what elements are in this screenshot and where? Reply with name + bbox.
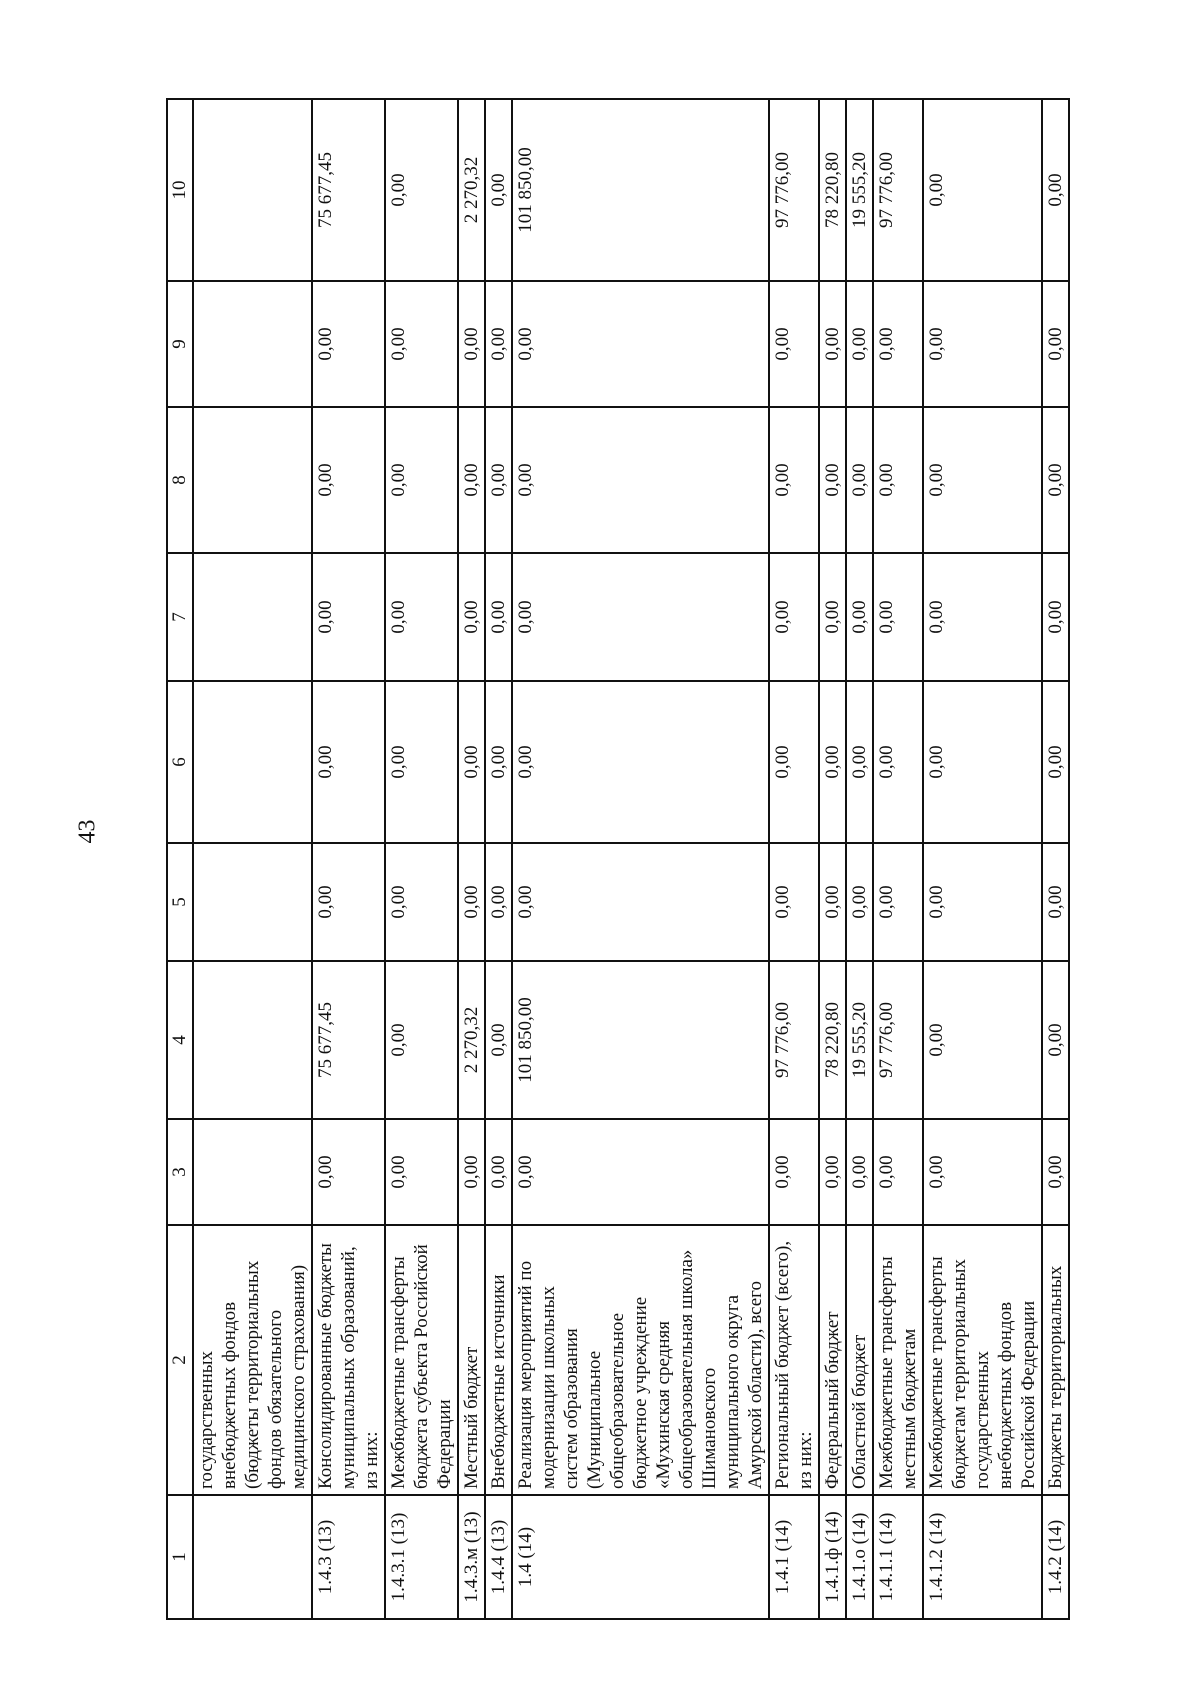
value-cell: 0,00	[312, 553, 385, 681]
value-cell: 0,00	[1042, 281, 1069, 407]
value-cell	[193, 99, 312, 281]
value-cell: 0,00	[923, 1119, 1042, 1225]
value-cell: 0,00	[819, 843, 846, 961]
value-cell: 0,00	[923, 553, 1042, 681]
value-cell: 0,00	[846, 1119, 873, 1225]
column-header: 8	[167, 407, 193, 553]
row-code-cell: 1.4.1.2 (14)	[923, 1495, 1042, 1619]
table-row	[769, 99, 819, 1619]
value-cell: 0,00	[312, 1119, 385, 1225]
value-cell: 0,00	[819, 681, 846, 843]
column-header: 1	[167, 1495, 193, 1619]
table-row	[873, 99, 923, 1619]
value-cell: 0,00	[458, 407, 485, 553]
value-cell: 78 220,80	[819, 961, 846, 1119]
rotated-table-container	[166, 100, 1070, 1620]
value-cell: 0,00	[873, 843, 923, 961]
value-cell	[193, 843, 312, 961]
table-row	[312, 99, 385, 1619]
value-cell: 0,00	[312, 843, 385, 961]
column-header: 7	[167, 553, 193, 681]
value-cell: 0,00	[512, 681, 769, 843]
value-cell: 0,00	[458, 1119, 485, 1225]
value-cell: 0,00	[846, 553, 873, 681]
value-cell: 0,00	[512, 1119, 769, 1225]
value-cell: 0,00	[512, 843, 769, 961]
value-cell	[193, 681, 312, 843]
value-cell: 97 776,00	[873, 961, 923, 1119]
value-cell: 0,00	[385, 281, 458, 407]
value-cell: 0,00	[485, 681, 512, 843]
value-cell	[193, 961, 312, 1119]
value-cell: 0,00	[819, 281, 846, 407]
value-cell	[193, 553, 312, 681]
table-body	[193, 99, 1069, 1619]
row-name-cell: Местный бюджет	[458, 1225, 485, 1495]
value-cell: 0,00	[769, 843, 819, 961]
row-code-cell: 1.4.3.1 (13)	[385, 1495, 458, 1619]
value-cell: 0,00	[485, 961, 512, 1119]
value-cell: 0,00	[819, 407, 846, 553]
row-code-cell	[193, 1495, 312, 1619]
column-header: 6	[167, 681, 193, 843]
value-cell: 0,00	[923, 681, 1042, 843]
column-header: 4	[167, 961, 193, 1119]
row-code-cell: 1.4.1 (14)	[769, 1495, 819, 1619]
value-cell: 0,00	[312, 681, 385, 843]
value-cell: 2 270,32	[458, 99, 485, 281]
value-cell: 0,00	[385, 407, 458, 553]
value-cell	[193, 281, 312, 407]
row-name-cell: Межбюджетные трансферты бюджета субъекта Российской Федерации	[385, 1225, 458, 1495]
value-cell: 0,00	[846, 843, 873, 961]
value-cell: 0,00	[769, 281, 819, 407]
value-cell: 0,00	[385, 553, 458, 681]
value-cell: 0,00	[512, 407, 769, 553]
value-cell: 0,00	[769, 553, 819, 681]
value-cell: 0,00	[819, 553, 846, 681]
value-cell: 0,00	[458, 681, 485, 843]
row-name-cell: Областной бюджет	[846, 1225, 873, 1495]
row-code-cell: 1.4.3 (13)	[312, 1495, 385, 1619]
value-cell: 97 776,00	[769, 99, 819, 281]
value-cell: 0,00	[1042, 99, 1069, 281]
value-cell: 0,00	[485, 99, 512, 281]
table-row	[846, 99, 873, 1619]
row-code-cell: 1.4.1.1 (14)	[873, 1495, 923, 1619]
table-row	[485, 99, 512, 1619]
value-cell: 0,00	[458, 553, 485, 681]
value-cell: 0,00	[1042, 553, 1069, 681]
value-cell: 97 776,00	[873, 99, 923, 281]
row-name-cell: Внебюджетные источники	[485, 1225, 512, 1495]
column-header: 9	[167, 281, 193, 407]
value-cell: 0,00	[385, 843, 458, 961]
row-code-cell: 1.4.4 (13)	[485, 1495, 512, 1619]
column-header: 5	[167, 843, 193, 961]
value-cell: 0,00	[819, 1119, 846, 1225]
value-cell: 0,00	[923, 843, 1042, 961]
value-cell: 0,00	[923, 99, 1042, 281]
table-row	[512, 99, 769, 1619]
value-cell: 0,00	[873, 553, 923, 681]
value-cell: 0,00	[312, 281, 385, 407]
value-cell: 0,00	[458, 843, 485, 961]
value-cell: 0,00	[923, 281, 1042, 407]
table-row	[923, 99, 1042, 1619]
value-cell: 0,00	[873, 407, 923, 553]
table-row	[1042, 99, 1069, 1619]
value-cell: 0,00	[312, 407, 385, 553]
value-cell: 0,00	[846, 407, 873, 553]
row-code-cell: 1.4.1.ф (14)	[819, 1495, 846, 1619]
value-cell: 0,00	[1042, 407, 1069, 553]
value-cell: 0,00	[458, 281, 485, 407]
value-cell: 0,00	[1042, 961, 1069, 1119]
value-cell: 0,00	[923, 961, 1042, 1119]
row-code-cell: 1.4.1.о (14)	[846, 1495, 873, 1619]
column-header: 2	[167, 1225, 193, 1495]
value-cell: 0,00	[512, 281, 769, 407]
row-name-cell: Федеральный бюджет	[819, 1225, 846, 1495]
value-cell: 78 220,80	[819, 99, 846, 281]
value-cell: 0,00	[923, 407, 1042, 553]
row-code-cell: 1.4.3.м (13)	[458, 1495, 485, 1619]
value-cell: 0,00	[873, 681, 923, 843]
column-header: 3	[167, 1119, 193, 1225]
value-cell: 0,00	[485, 407, 512, 553]
value-cell: 0,00	[769, 681, 819, 843]
value-cell: 0,00	[846, 681, 873, 843]
value-cell: 101 850,00	[512, 99, 769, 281]
row-code-cell: 1.4.2 (14)	[1042, 1495, 1069, 1619]
row-name-cell: Межбюджетные трансферты местным бюджетам	[873, 1225, 923, 1495]
row-name-cell: Консолидированные бюджеты муниципальных образований, из них:	[312, 1225, 385, 1495]
value-cell: 0,00	[485, 1119, 512, 1225]
value-cell: 0,00	[846, 281, 873, 407]
value-cell: 19 555,20	[846, 961, 873, 1119]
column-header: 10	[167, 99, 193, 281]
value-cell: 0,00	[1042, 1119, 1069, 1225]
row-name-cell: Реализация мероприятий по модернизации школьных систем образования (Муниципальное общеобразовательное бюджетное учреждение «Мухинская средняя общеобразовательная школа» Шимановского муниципального округа Амурской области), всего	[512, 1225, 769, 1495]
value-cell: 0,00	[1042, 681, 1069, 843]
value-cell: 0,00	[385, 1119, 458, 1225]
row-name-cell: государственных внебюджетных фондов (бюджеты территориальных фондов обязательного медицинского страхования)	[193, 1225, 312, 1495]
row-code-cell: 1.4 (14)	[512, 1495, 769, 1619]
value-cell: 75 677,45	[312, 99, 385, 281]
value-cell: 0,00	[385, 961, 458, 1119]
page-number: 43	[74, 819, 101, 844]
value-cell: 0,00	[873, 281, 923, 407]
value-cell: 0,00	[873, 1119, 923, 1225]
value-cell: 0,00	[769, 1119, 819, 1225]
header-row	[167, 99, 193, 1619]
value-cell: 2 270,32	[458, 961, 485, 1119]
value-cell: 0,00	[385, 99, 458, 281]
value-cell	[193, 407, 312, 553]
table-row	[193, 99, 312, 1619]
value-cell: 19 555,20	[846, 99, 873, 281]
value-cell: 0,00	[1042, 843, 1069, 961]
value-cell: 0,00	[385, 681, 458, 843]
value-cell: 0,00	[485, 553, 512, 681]
row-name-cell: Межбюджетные трансферты бюджетам территориальных государственных внебюджетных фондов Российской Федерации	[923, 1225, 1042, 1495]
value-cell: 97 776,00	[769, 961, 819, 1119]
value-cell: 0,00	[485, 281, 512, 407]
table-row	[819, 99, 846, 1619]
value-cell: 0,00	[512, 553, 769, 681]
table-row	[458, 99, 485, 1619]
value-cell	[193, 1119, 312, 1225]
value-cell: 75 677,45	[312, 961, 385, 1119]
row-name-cell: Бюджеты территориальных	[1042, 1225, 1069, 1495]
value-cell: 101 850,00	[512, 961, 769, 1119]
table-row	[385, 99, 458, 1619]
value-cell: 0,00	[769, 407, 819, 553]
value-cell: 0,00	[485, 843, 512, 961]
row-name-cell: Региональный бюджет (всего), из них:	[769, 1225, 819, 1495]
budget-table	[166, 98, 1070, 1620]
